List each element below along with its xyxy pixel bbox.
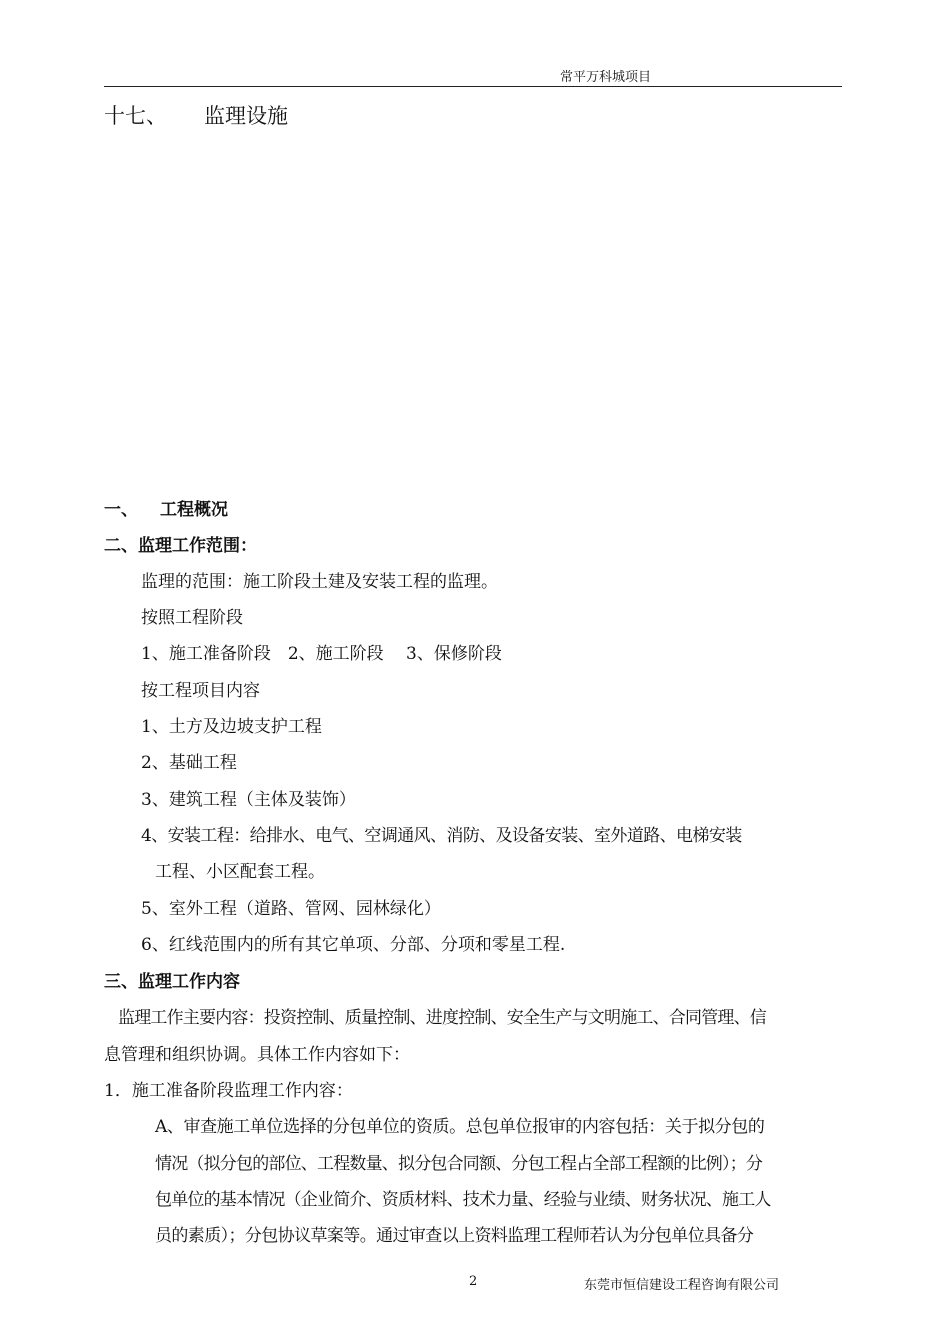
list-item: 1、土方及边坡支护工程 [141, 717, 322, 737]
section-number: 十七、 [104, 104, 167, 128]
list-item-continuation: 工程、小区配套工程。 [155, 862, 325, 882]
heading-1-title: 工程概况 [160, 500, 228, 520]
scope-text: 监理的范围：施工阶段土建及安装工程的监理。 [141, 572, 498, 592]
heading-1-number: 一、 [104, 500, 138, 520]
paragraph-line: 包单位的基本情况（企业简介、资质材料、技术力量、经验与业绩、财务状况、施工人 [155, 1190, 771, 1210]
paragraph-line: A、审查施工单位选择的分包单位的资质。总包单位报审的内容包括：关于拟分包的 [155, 1117, 765, 1137]
paragraph-line: 员的素质）；分包协议草案等。通过审查以上资料监理工程师若认为分包单位具备分 [155, 1226, 754, 1246]
paragraph-line: 息管理和组织协调。具体工作内容如下： [104, 1045, 410, 1065]
by-stage-text: 按照工程阶段 [141, 608, 243, 628]
heading-3: 三、监理工作内容 [104, 972, 240, 992]
header-divider [104, 86, 842, 87]
paragraph-line: 监理工作主要内容：投资控制、质量控制、进度控制、安全生产与文明施工、合同管理、信 [118, 1008, 766, 1028]
paragraph-line: 情况（拟分包的部位、工程数量、拟分包合同额、分包工程占全部工程额的比例）；分 [155, 1154, 763, 1174]
subsection-title: 1．施工准备阶段监理工作内容： [104, 1081, 353, 1101]
list-item: 2、基础工程 [141, 753, 237, 773]
stages-list: 1、施工准备阶段 2、施工阶段 3、保修阶段 [141, 644, 502, 664]
list-item: 6、红线范围内的所有其它单项、分部、分项和零星工程. [141, 935, 566, 955]
page-number: 2 [469, 1274, 478, 1289]
header-project-name: 常平万科城项目 [560, 70, 652, 85]
heading-2: 二、监理工作范围： [104, 536, 257, 556]
list-item: 3、建筑工程（主体及装饰） [141, 790, 356, 810]
footer-company-name: 东莞市恒信建设工程咨询有限公司 [584, 1278, 780, 1293]
by-item-text: 按工程项目内容 [141, 681, 260, 701]
list-item: 4、安装工程：给排水、电气、空调通风、消防、及设备安装、室外道路、电梯安装 [141, 826, 742, 846]
section-title: 监理设施 [204, 104, 288, 128]
list-item: 5、室外工程（道路、管网、园林绿化） [141, 899, 441, 919]
